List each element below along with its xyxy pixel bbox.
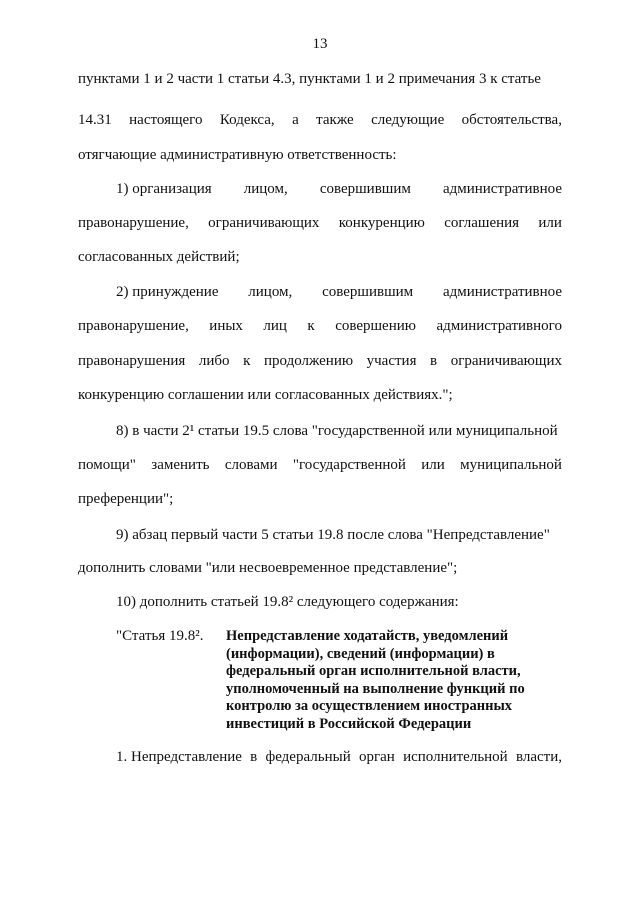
word: ограничивающих	[450, 353, 562, 369]
article-title-line: инвестиций в Российской Федерации	[226, 715, 472, 732]
word: "государственной	[292, 457, 406, 473]
word: к	[243, 353, 251, 369]
word: иных	[209, 318, 243, 334]
article-label: "Статья 19.8².	[116, 628, 204, 644]
word: в	[250, 749, 258, 765]
word: 2) принуждение	[116, 284, 219, 300]
word: ограничивающих	[208, 215, 320, 231]
word: словами	[224, 457, 278, 473]
text-line-16	[116, 593, 562, 611]
word: лиц	[263, 318, 287, 334]
word: власти,	[515, 749, 562, 765]
word: 14.31	[78, 112, 112, 128]
word: 8) в части 2¹ статьи 19.5 слова "государственной или муниципальной	[116, 423, 558, 439]
text-line-12	[78, 456, 562, 474]
text-line-last	[116, 748, 562, 766]
word: муниципальной	[460, 457, 562, 473]
text-line-11	[116, 422, 562, 440]
word: преференции";	[78, 491, 174, 507]
word: согласованных действий;	[78, 249, 240, 265]
word: исполнительной	[403, 749, 508, 765]
article-title	[226, 628, 546, 733]
text-line-15	[78, 559, 562, 577]
article-title-line: (информации), сведений (информации) в	[226, 645, 495, 662]
word: административное	[442, 181, 562, 197]
word: совершению	[335, 318, 416, 334]
word: настоящего	[129, 112, 203, 128]
word: участия	[366, 353, 417, 369]
word: административного	[436, 318, 562, 334]
word: совершившим	[322, 284, 414, 300]
word: 10) дополнить статьей 19.8² следующего содержания:	[116, 594, 459, 610]
word: федеральный	[265, 749, 351, 765]
text-line-7	[116, 283, 562, 301]
word: в	[430, 353, 438, 369]
word: орган	[358, 749, 395, 765]
text-line-8	[78, 317, 562, 335]
text-line-14	[116, 526, 562, 544]
text-line-3	[78, 146, 562, 164]
word: либо	[198, 353, 230, 369]
text-line-9	[78, 352, 562, 370]
word: административное	[442, 284, 562, 300]
word: или	[421, 457, 445, 473]
text-line-10	[78, 386, 562, 404]
word: 1) организация	[116, 181, 212, 197]
word: лицом,	[248, 284, 293, 300]
page-number: 13	[312, 36, 328, 52]
word: следующие	[371, 112, 445, 128]
word: 1. Непредставление	[116, 749, 242, 765]
text-line-1	[78, 70, 562, 88]
word: продолжению	[263, 353, 354, 369]
word: отягчающие административную ответственность:	[78, 147, 397, 163]
word: заменить	[151, 457, 210, 473]
text-line-6	[78, 248, 562, 266]
word: соглашения	[444, 215, 520, 231]
text-line-5	[78, 214, 562, 232]
word: а	[292, 112, 299, 128]
word: помощи"	[78, 457, 136, 473]
article-title-line: федеральный орган исполнительной власти,	[226, 663, 521, 679]
text-line-2	[78, 111, 562, 129]
word: правонарушение,	[78, 318, 189, 334]
word: правонарушения	[78, 353, 186, 369]
word: правонарушение,	[78, 215, 189, 231]
text-line-13	[78, 490, 562, 508]
article-title-line: контролю за осуществлением иностранных	[226, 698, 513, 714]
word: конкуренцию	[338, 215, 425, 231]
word: Кодекса,	[219, 112, 275, 128]
article-title-line: уполномоченный на выполнение функций по	[226, 680, 525, 697]
word: конкуренцию соглашении или согласованных действиях.";	[78, 387, 453, 403]
word: обстоятельства,	[461, 112, 562, 128]
word: также	[316, 112, 354, 128]
word: или	[538, 215, 562, 231]
word: лицом,	[243, 181, 288, 197]
word: к	[307, 318, 315, 334]
word: 9) абзац первый части 5 статьи 19.8 после слова "Непредставление"	[116, 527, 550, 543]
article-title-line: Непредставление ходатайств, уведомлений	[226, 628, 509, 644]
word: дополнить словами "или несвоевременное представление";	[78, 560, 458, 576]
text-line-4	[116, 180, 562, 198]
word: пунктами 1 и 2 части 1 статьи 4.3, пунктами 1 и 2 примечания 3 к статье	[78, 71, 541, 87]
word: совершившим	[319, 181, 411, 197]
